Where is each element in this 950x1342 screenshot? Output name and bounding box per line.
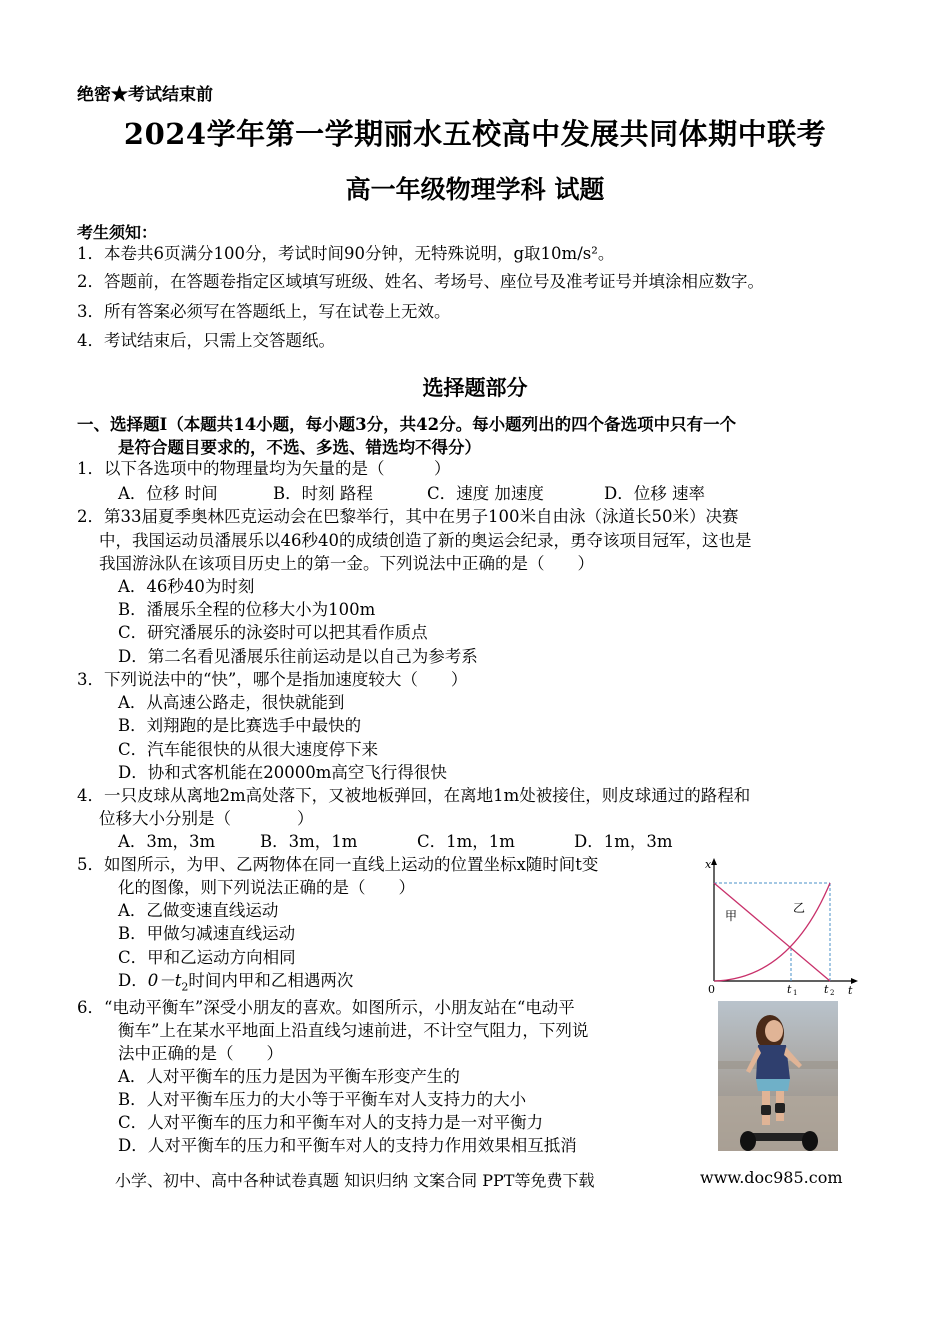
part1-instructions-line1: 一、选择题Ⅰ（本题共14小题，每小题3分，共42分。每小题列出的四个备选项中只有一个 (77, 415, 737, 434)
q6-stem-line2: 衡车”上在某水平地面上沿直线匀速前进，不计空气阻力，下列说 (118, 1021, 589, 1040)
q1-option-a: A．位移 时间 (118, 484, 218, 503)
confidential-mark: 绝密★考试结束前 (77, 85, 213, 105)
exam-subtitle: 高一年级物理学科 试题 (345, 175, 605, 204)
q5-option-a: A．乙做变速直线运动 (118, 901, 279, 920)
q1-option-c: C．速度 加速度 (427, 484, 544, 503)
q3-stem: 3．下列说法中的“快”，哪个是指加速度较大（ ） (77, 670, 468, 689)
footer-text: 小学、初中、高中各种试卷真题 知识归纳 文案合同 PPT等免费下载 (115, 1171, 595, 1190)
q5-stem-line2: 化的图像，则下列说法正确的是（ ） (118, 878, 415, 897)
q3-option-d: D．协和式客机能在20000m高空飞行得很快 (118, 763, 447, 782)
notice-item-4: 4．考试结束后，只需上交答题纸。 (77, 331, 335, 350)
section-title: 选择题部分 (422, 375, 528, 400)
q6-option-b: B．人对平衡车压力的大小等于平衡车对人支持力的大小 (118, 1090, 527, 1109)
q4-option-d: D．1m，3m (574, 832, 673, 851)
q2-option-d: D．第二名看见潘展乐往前运动是以自己为参考系 (118, 647, 478, 666)
notice-item-1: 1．本卷共6页满分100分，考试时间90分钟，无特殊说明，g取10m/s²。 (77, 244, 615, 263)
q1-stem: 1．以下各选项中的物理量均为矢量的是（ ） (77, 459, 451, 478)
q3-option-b: B．刘翔跑的是比赛选手中最快的 (118, 716, 362, 735)
q4-stem-line2: 位移大小分别是（ ） (99, 809, 314, 828)
q5-option-d (118, 970, 353, 998)
exam-title: 2024学年第一学期丽水五校高中发展共同体期中联考 (123, 117, 827, 151)
q5-option-c: C．甲和乙运动方向相同 (118, 948, 296, 967)
footer-url[interactable]: www.doc985.com (700, 1168, 843, 1187)
q2-stem-line1: 2．第33届夏季奥林匹克运动会在巴黎举行，其中在男子100米自由泳（泳道长50米）决赛 (77, 507, 739, 526)
q3-option-c: C．汽车能很快的从很大速度停下来 (118, 740, 379, 759)
origin-label: 0 (708, 983, 715, 995)
notice-item-3: 3．所有答案必须写在答题纸上，写在试卷上无效。 (77, 302, 451, 321)
notice-heading: 考生须知： (77, 223, 158, 242)
q6-option-d: D．人对平衡车的压力和平衡车对人的支持力作用效果相互抵消 (118, 1136, 577, 1155)
q5-option-d-math: 0－t (147, 971, 182, 990)
yi-label: 乙 (793, 901, 806, 915)
q4-option-b: B．3m，1m (260, 832, 358, 851)
q6-stem-line3: 法中正确的是（ ） (118, 1044, 283, 1063)
q4-option-a: A．3m，3m (118, 832, 216, 851)
q5-option-b: B．甲做匀减速直线运动 (118, 924, 296, 943)
q6-option-a: A．人对平衡车的压力是因为平衡车形变产生的 (118, 1067, 460, 1086)
part1-instructions-line2: 是符合题目要求的，不选、多选、错选均不得分） (118, 438, 481, 457)
q5-option-d-prefix: D． (118, 971, 148, 990)
q5-option-d-sub: 2 (181, 980, 189, 994)
q2-option-a: A．46秒40为时刻 (118, 577, 255, 596)
q2-stem-line3: 我国游泳队在该项目历史上的第一金。下列说法中正确的是（ ） (99, 554, 594, 573)
t2-label: t (824, 983, 829, 995)
axis-x-label: x (705, 858, 712, 871)
axis-t-label: t (848, 984, 853, 995)
position-time-graph (700, 855, 860, 995)
q4-stem-line1: 4．一只皮球从离地2m高处落下，又被地板弹回，在离地1m处被接住，则皮球通过的路程和 (77, 786, 751, 805)
q1-option-b: B．时刻 路程 (273, 484, 373, 503)
q3-option-a: A．从高速公路走，很快就能到 (118, 693, 345, 712)
q1-option-d: D．位移 速率 (604, 484, 705, 503)
notice-item-2: 2．答题前，在答题卷指定区域填写班级、姓名、考场号、座位号及准考证号并填涂相应数字。 (77, 272, 764, 291)
jia-label: 甲 (725, 909, 738, 923)
series-jia-line (714, 883, 830, 981)
q6-stem-line1: 6．“电动平衡车”深受小朋友的喜欢。如图所示，小朋友站在“电动平 (77, 998, 575, 1017)
q5-stem-line1: 5．如图所示，为甲、乙两物体在同一直线上运动的位置坐标x随时间t变 (77, 855, 599, 874)
t1-label: t (787, 983, 792, 995)
balance-scooter-photo (718, 1001, 838, 1151)
q2-stem-line2: 中，我国运动员潘展乐以46秒40的成绩创造了新的奥运会纪录，勇夺该项目冠军，这也是 (99, 531, 752, 550)
t2-sub: 2 (830, 989, 835, 995)
q5-option-d-suffix: 时间内甲和乙相遇两次 (188, 971, 354, 990)
t1-sub: 1 (793, 989, 798, 995)
q4-option-c: C．1m，1m (417, 832, 515, 851)
q2-option-c: C．研究潘展乐的泳姿时可以把其看作质点 (118, 623, 428, 642)
q6-option-c: C．人对平衡车的压力和平衡车对人的支持力是一对平衡力 (118, 1113, 544, 1132)
q2-option-b: B．潘展乐全程的位移大小为100m (118, 600, 376, 619)
